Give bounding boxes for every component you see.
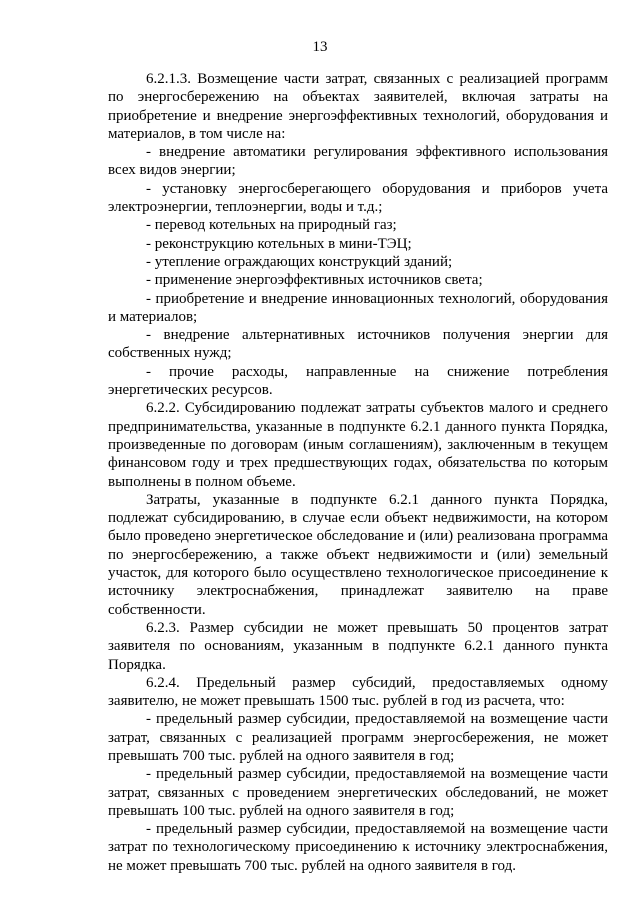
list-item: - приобретение и внедрение инновационных технологий, оборудования и материалов; (108, 290, 608, 325)
list-item: - предельный размер субсидии, предоставляемой на возмещение части затрат, связанных с реализацией программ энергосбережения, не может превышать 700 тыс. рублей на одного заявителя в год; (108, 711, 608, 764)
paragraph-costs-conditions: Затраты, указанные в подпункте 6.2.1 данного пункта Порядка, подлежат субсидированию, в случае если объект недвижимости, на котором было проведено энергетическое обследование и (или) реализована программа по энергосбережению, а также объект недвижимости и (или) земельный участок, для которого было осуществлено технологическое присоединение к источнику электроснабжения, принадлежат заявителю на праве собственности. (108, 491, 608, 618)
list-item: - применение энергоэффективных источников света; (146, 272, 483, 289)
paragraph-6-2-2: 6.2.2. Субсидированию подлежат затраты субъектов малого и среднего предпринимательства, указанные в подпункте 6.2.1 данного пункта Порядка, произведенные по договорам (иным соглашениям), заключенным в текущем финансовом году и трех предшествующих годах, обязательства по которым выполнены в полном объеме. (108, 400, 608, 490)
paragraph-6-2-3: 6.2.3. Размер субсидии не может превышать 50 процентов затрат заявителя по основаниям, указанным в подпункте 6.2.1 данного пункта Порядка. (108, 619, 608, 673)
paragraph-6-2-1-3: 6.2.1.3. Возмещение части затрат, связанных с реализацией программ по энергосбережению на объектах заявителей, включая затраты на приобретение и внедрение энергоэффективных технологий, оборудования и материалов, в том числе на: (108, 71, 608, 142)
list-item: - внедрение альтернативных источников получения энергии для собственных нужд; (108, 327, 608, 362)
list-item: - прочие расходы, направленные на снижение потребления энергетических ресурсов. (108, 363, 608, 399)
list-item: - предельный размер субсидии, предоставляемой на возмещение части затрат по технологическому присоединению к источнику электроснабжения, не может превышать 700 тыс. рублей на одного заявителя в год. (108, 821, 608, 874)
list-item: - утепление ограждающих конструкций зданий; (146, 253, 453, 270)
list-item: - предельный размер субсидии, предоставляемой на возмещение части затрат, связанных с проведением энергетических обследований, не может превышать 100 тыс. рублей на одного заявителя в год; (108, 766, 608, 819)
list-item: - установку энергосберегающего оборудования и приборов учета электроэнергии, теплоэнергии, воды и т.д.; (108, 180, 608, 216)
list-item: - внедрение автоматики регулирования эффективного использования всех видов энергии; (108, 144, 608, 179)
paragraph-6-2-4: 6.2.4. Предельный размер субсидий, предоставляемых одному заявителю, не может превышать 1500 тыс. рублей в год из расчета, что: (108, 674, 608, 710)
list-item: - реконструкцию котельных в мини-ТЭЦ; (146, 235, 412, 252)
page-number: 13 (312, 39, 328, 55)
list-item: - перевод котельных на природный газ; (146, 217, 397, 234)
document-body (108, 70, 608, 875)
